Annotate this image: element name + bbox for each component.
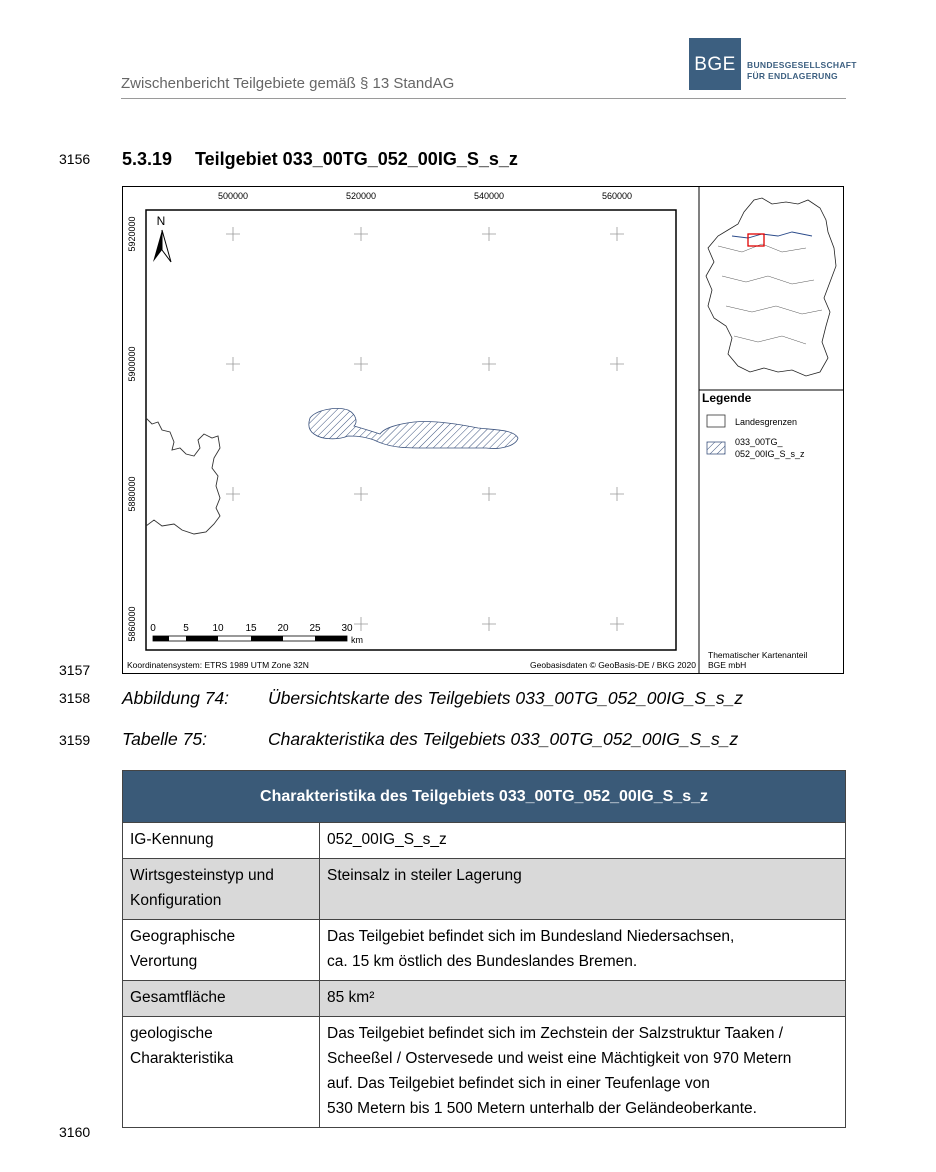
- legend-swatch-outline: [707, 415, 725, 427]
- row-value: [320, 981, 846, 1017]
- north-label: N: [156, 214, 166, 228]
- row-key: [123, 981, 320, 1017]
- table-row: [123, 823, 846, 859]
- document-header-title: Zwischenbericht Teilgebiete gemäß § 13 StandAG: [121, 75, 455, 92]
- x-tick-label: 560000: [601, 191, 633, 201]
- row-value: [320, 1017, 846, 1128]
- row-key-line: Konfiguration: [130, 892, 222, 909]
- thematic-note: Thematischer Kartenanteil: [708, 650, 808, 660]
- row-key-line: Geographische: [130, 928, 236, 945]
- row-key: [123, 859, 320, 920]
- row-key-line: geologische: [130, 1025, 213, 1042]
- legend-label: 033_00TG_: [735, 437, 783, 447]
- characteristics-table: [122, 770, 846, 1128]
- row-key: [123, 920, 320, 981]
- x-tick-label: 540000: [473, 191, 505, 201]
- row-value-line: Das Teilgebiet befindet sich im Zechstein der Salzstruktur Taaken /: [327, 1025, 784, 1042]
- scale-label: 15: [245, 623, 257, 634]
- row-key-line: Wirtsgesteinstyp und: [130, 867, 274, 884]
- scale-label: 10: [212, 623, 224, 634]
- row-value-line: Steinsalz in steiler Lagerung: [327, 867, 522, 884]
- y-tick-label: 5880000: [127, 476, 137, 512]
- row-value-line: 052_00IG_S_s_z: [327, 831, 447, 848]
- line-number: 3158: [59, 690, 91, 706]
- table-caption-label: Tabelle 75:: [122, 729, 207, 749]
- legend-swatch-hatch: [707, 442, 725, 454]
- legend-title: Legende: [702, 391, 752, 405]
- table-caption: [122, 729, 738, 750]
- x-tick-label: 500000: [217, 191, 249, 201]
- line-number: 3159: [59, 732, 91, 748]
- bge-logo-name: [747, 60, 857, 82]
- section-heading: [122, 149, 518, 170]
- row-value: [320, 920, 846, 981]
- row-key-line: Charakteristika: [130, 1050, 234, 1067]
- x-tick-label: 520000: [345, 191, 377, 201]
- row-key: [123, 1017, 320, 1128]
- row-value-line: Das Teilgebiet befindet sich im Bundesland Niedersachsen,: [327, 928, 735, 945]
- table-caption-text: Charakteristika des Teilgebiets 033_00TG_052_00IG_S_s_z: [268, 729, 739, 749]
- line-number: 3156: [59, 151, 91, 167]
- section-number: 5.3.19: [122, 149, 173, 169]
- row-key-line: IG-Kennung: [130, 831, 214, 848]
- scale-unit: km: [351, 635, 363, 645]
- thematic-note: BGE mbH: [708, 660, 747, 670]
- overview-map: [122, 186, 844, 674]
- table-row: [123, 920, 846, 981]
- row-value: [320, 859, 846, 920]
- row-key: [123, 823, 320, 859]
- bge-logo-name-line2: FÜR ENDLAGERUNG: [747, 71, 838, 81]
- table-row: [123, 981, 846, 1017]
- table-header: Charakteristika des Teilgebiets 033_00TG_052_00IG_S_s_z: [123, 771, 846, 823]
- bge-logo-name-line1: BUNDESGESELLSCHAFT: [747, 60, 857, 70]
- figure-caption: [122, 688, 743, 709]
- table-row: [123, 1017, 846, 1128]
- row-key-line: Verortung: [130, 953, 198, 970]
- bge-logo-abbr: BGE: [694, 54, 736, 75]
- scale-label: 30: [341, 623, 353, 634]
- figure-caption-label: Abbildung 74:: [122, 688, 230, 708]
- y-tick-label: 5900000: [127, 346, 137, 382]
- header-divider: [121, 98, 846, 99]
- data-source-note: Geobasisdaten © GeoBasis-DE / BKG 2020: [530, 660, 696, 670]
- scale-label: 20: [277, 623, 289, 634]
- scale-label: 25: [309, 623, 321, 634]
- y-tick-label: 5860000: [127, 606, 137, 642]
- row-value: [320, 823, 846, 859]
- row-value-line: auf. Das Teilgebiet befindet sich in einer Teufenlage von: [327, 1075, 710, 1092]
- scale-label: 0: [150, 623, 156, 634]
- line-number: 3157: [59, 662, 91, 678]
- row-value-line: ca. 15 km östlich des Bundeslandes Bremen.: [327, 953, 638, 970]
- table-row: [123, 859, 846, 920]
- section-title: Teilgebiet 033_00TG_052_00IG_S_s_z: [195, 149, 518, 169]
- coordinate-system-note: Koordinatensystem: ETRS 1989 UTM Zone 32N: [127, 660, 309, 670]
- row-value-line: 530 Metern bis 1 500 Metern unterhalb der Geländeoberkante.: [327, 1100, 757, 1117]
- y-tick-label: 5920000: [127, 216, 137, 252]
- legend-label: Landesgrenzen: [735, 417, 798, 427]
- scale-label: 5: [183, 623, 189, 634]
- line-number: 3160: [59, 1124, 91, 1140]
- inset-map-germany: [706, 198, 836, 376]
- row-value-line: 85 km²: [327, 989, 375, 1006]
- row-key-line: Gesamtfläche: [130, 989, 226, 1006]
- figure-caption-text: Übersichtskarte des Teilgebiets 033_00TG_052_00IG_S_s_z: [268, 688, 744, 708]
- row-value-line: Scheeßel / Ostervesede und weist eine Mächtigkeit von 970 Metern: [327, 1050, 792, 1067]
- legend-label: 052_00IG_S_s_z: [735, 449, 805, 459]
